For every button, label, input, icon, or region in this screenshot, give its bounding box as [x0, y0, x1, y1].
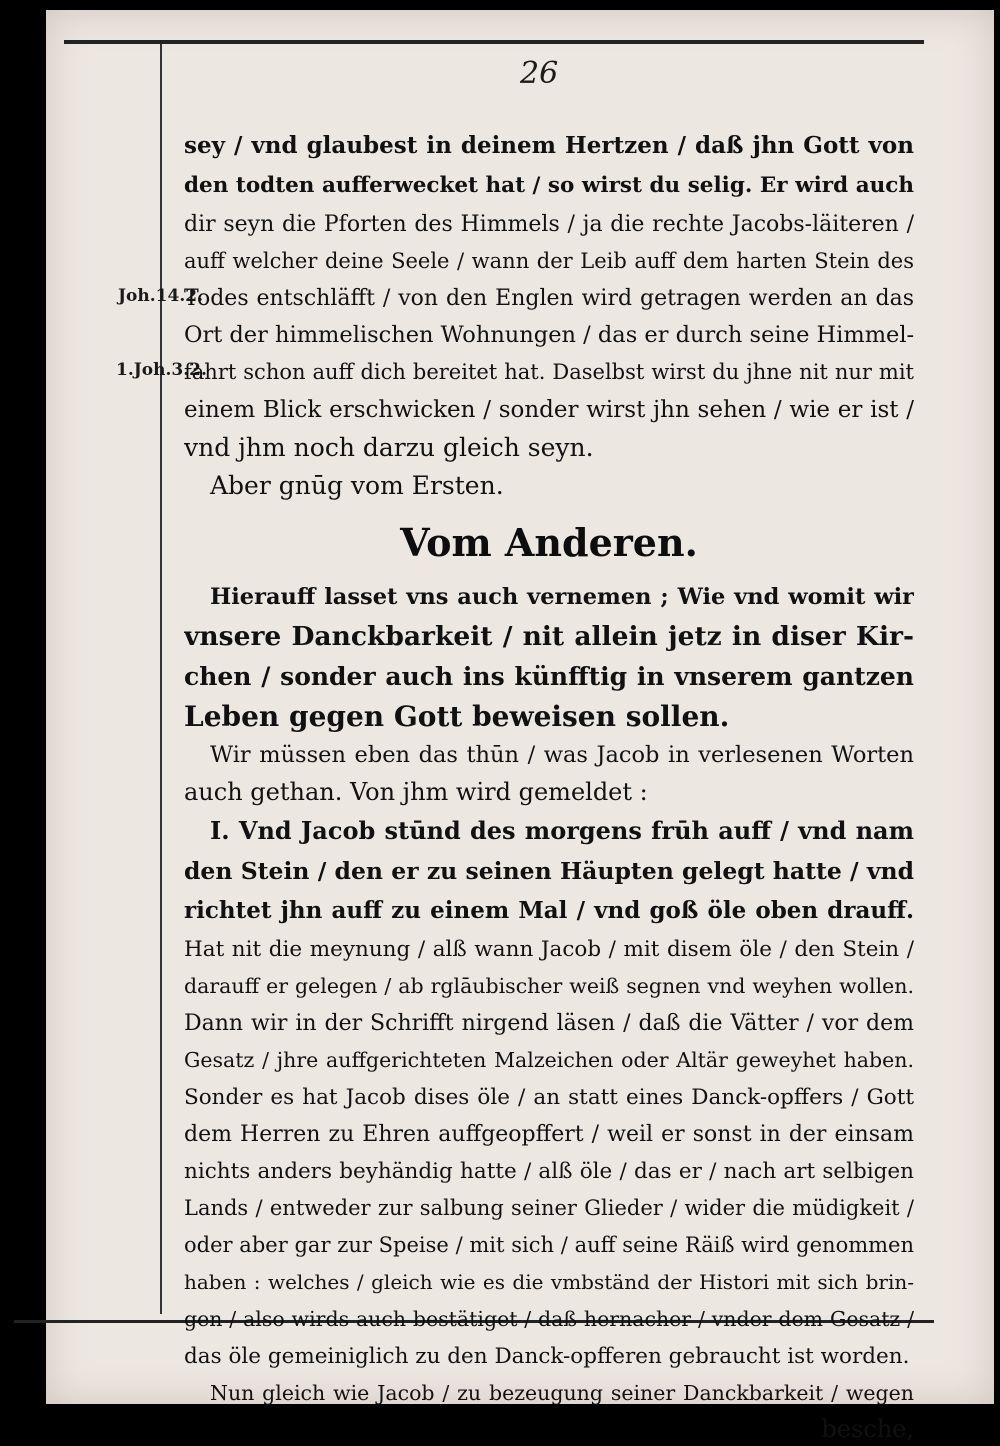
margin-rule [160, 44, 162, 1314]
text-line: darauff er gelegen / ab rglāubischer weiß segnen vnd weyhen wollen. [184, 974, 914, 998]
text-line: auff welcher deine Seele / wann der Leib auff dem harten Stein des [184, 249, 914, 273]
text-line: vnsere Danckbarkeit / nit allein jetz in diser Kir- [184, 621, 914, 652]
text-line: Hierauff lasset vns auch vernemen ; Wie vnd womit wir [210, 584, 914, 610]
text-line: auch gethan. Von jhm wird gemeldet : [184, 778, 648, 806]
text-line: Sonder es hat Jacob dises öle / an statt eines Danck-opffers / Gott [184, 1085, 914, 1110]
text-line: Todes entschläfft / von den Englen wird getragen werden an das [184, 286, 914, 311]
text-line: vnd jhm noch darzu gleich seyn. [184, 433, 594, 462]
text-line: sey / vnd glaubest in deinem Hertzen / daß jhn Gott von [184, 132, 914, 159]
text-line: chen / sonder auch ins künfftig in vnserem gantzen [184, 662, 914, 691]
text-line: Nun gleich wie Jacob / zu bezeugung seiner Danckbarkeit / wegen [210, 1381, 914, 1405]
text-line: fahrt schon auff dich bereitet hat. Daselbst wirst du jhne nit nur mit [184, 360, 914, 384]
text-line: einem Blick erschwicken / sonder wirst jhn sehen / wie er ist / [184, 397, 914, 423]
text-line: oder aber gar zur Speise / mit sich / auff seine Räiß wird genommen [184, 1233, 914, 1257]
text-line: nichts anders beyhändig hatte / alß öle / das er / nach art selbigen [184, 1159, 914, 1184]
paragraph-block-1 [184, 126, 914, 467]
text-line: den Stein / den er zu seinen Häupten gelegt hatte / vnd [184, 857, 914, 885]
text-line: haben : welches / gleich wie es die vmbständ der Histori mit sich brin- [184, 1270, 914, 1294]
text-line: I. Vnd Jacob stūnd des morgens frūh auff / vnd nam [210, 816, 914, 845]
paragraph-block-3 [184, 737, 914, 811]
margin-note-joh-14: Joh.14.2. [118, 286, 203, 306]
page-number: 26 [520, 56, 559, 91]
text-line: richtet jhn auff zu einem Mal / vnd goß öle oben drauff. [184, 897, 914, 924]
text-line: Hat nit die meynung / alß wann Jacob / mit disem öle / den Stein / [184, 937, 914, 962]
text-line: Wir müssen eben das thūn / was Jacob in verlesenen Worten [210, 742, 914, 768]
text-line: Gesatz / jhre auffgerichteten Malzeichen oder Altär geweyhet haben. [184, 1048, 914, 1072]
text-line: Leben gegen Gott beweisen sollen. [184, 700, 730, 733]
closing-line: Aber gnūg vom Ersten. [210, 471, 504, 500]
text-line: das öle gemeiniglich zu den Danck-opfferen gebraucht ist worden. [184, 1344, 910, 1369]
paragraph-block-4 [184, 811, 914, 931]
paragraph-block-5 [184, 931, 914, 1375]
paragraph-block-2 [184, 577, 914, 737]
text-line: dem Herren zu Ehren auffgeopffert / weil er sonst in der einsam [184, 1122, 914, 1147]
paragraph-block-6 [184, 1375, 914, 1412]
section-heading: Vom Anderen. [400, 520, 698, 565]
catchword: besche, [821, 1415, 914, 1443]
text-line: Dann wir in der Schrifft nirgend läsen / daß die Vätter / vor dem [184, 1011, 914, 1036]
text-line: den todten aufferwecket hat / so wirst du selig. Er wird auch [184, 173, 914, 198]
text-line: Ort der himmelischen Wohnungen / das er durch seine Himmel- [184, 322, 914, 348]
text-line: dir seyn die Pforten des Himmels / ja die rechte Jacobs-läiteren / [184, 212, 914, 237]
text-line: gen / also wirds auch bestätiget / daß hernacher / vnder dem Gesatz / [184, 1307, 914, 1331]
top-rule [64, 40, 924, 44]
text-line: Lands / entweder zur salbung seiner Glieder / wider die müdigkeit / [184, 1196, 914, 1220]
page-body [184, 126, 914, 1446]
margin-note-1-joh-3: 1.Joh.3.2. [116, 360, 207, 380]
